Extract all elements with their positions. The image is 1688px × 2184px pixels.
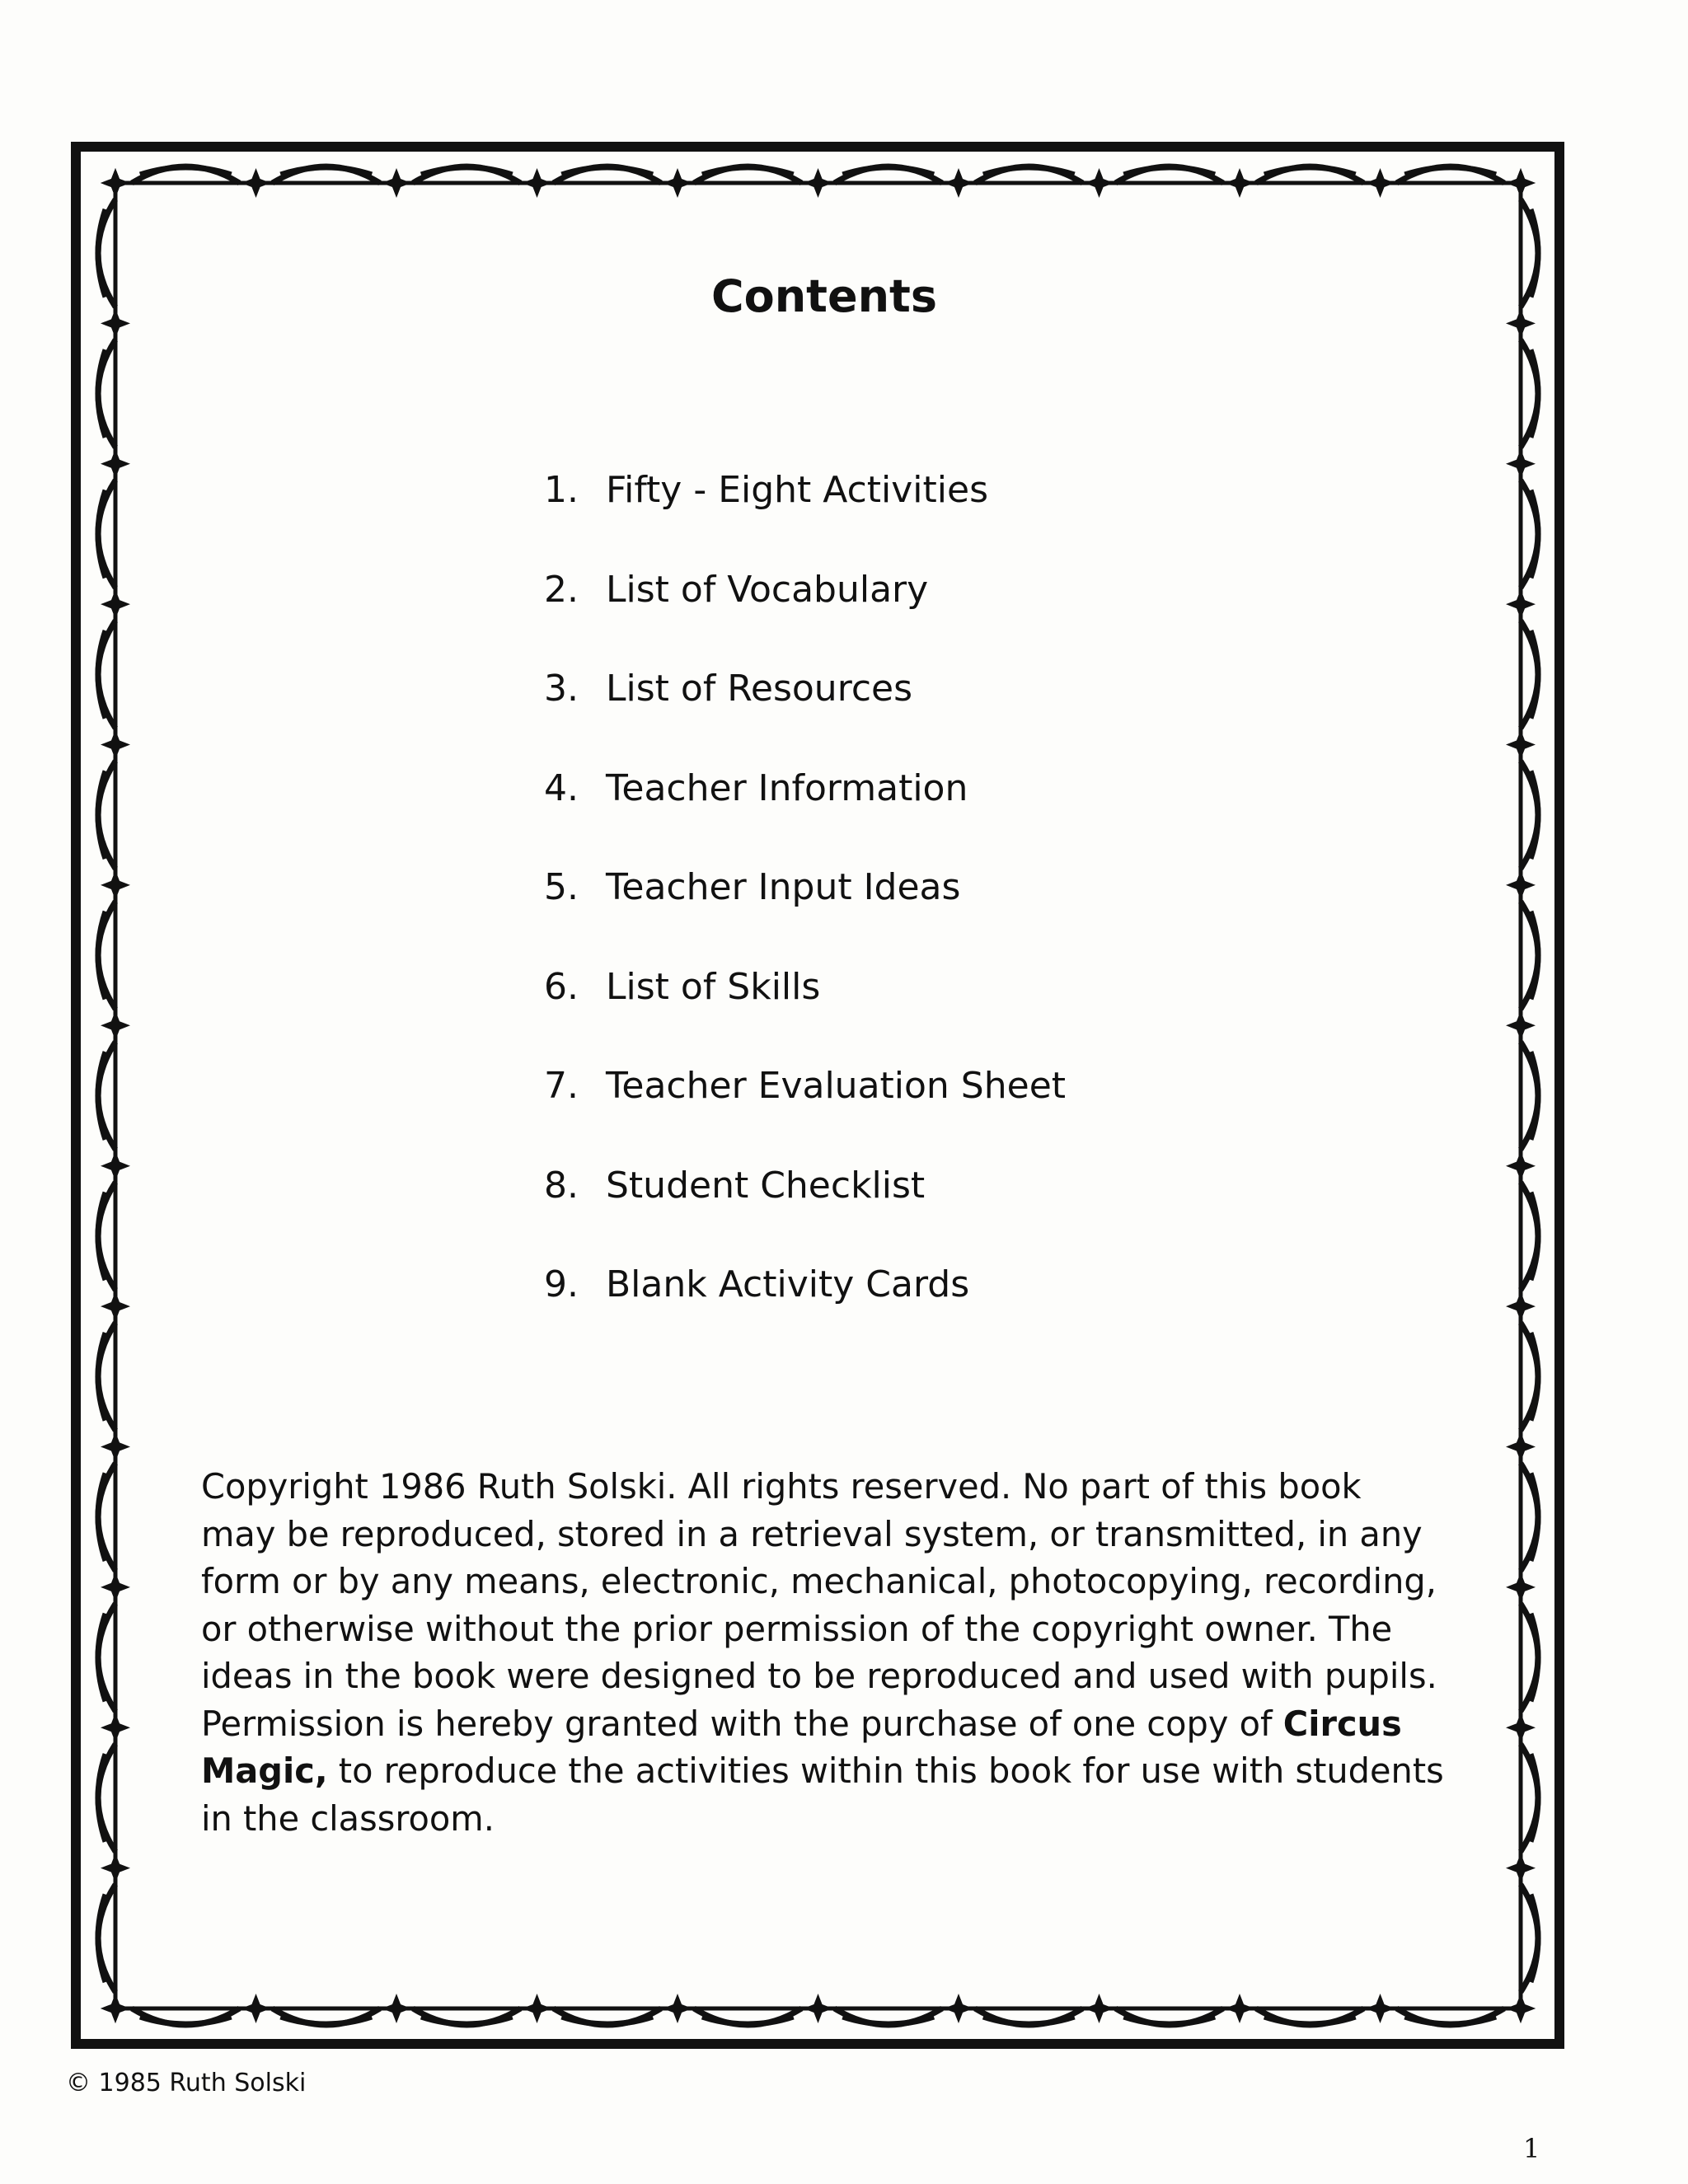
star-ornament — [101, 1994, 130, 2023]
scallop-ornament — [98, 490, 106, 578]
scallop-ornament — [1531, 349, 1538, 437]
item-label: Blank Activity Cards — [606, 1263, 970, 1305]
star-ornament — [101, 1151, 130, 1181]
star-ornament — [1506, 589, 1536, 619]
scallop-ornament — [98, 630, 106, 718]
scallop-ornament — [98, 1614, 106, 1701]
star-ornament — [241, 168, 271, 198]
star-ornament — [1506, 1572, 1536, 1602]
scallop-ornament — [983, 167, 1075, 175]
scallop-ornament — [98, 912, 106, 999]
scallop-ornament — [562, 167, 654, 175]
star-ornament — [804, 168, 833, 198]
scallop-ornament — [98, 349, 106, 437]
star-ornament — [1366, 168, 1395, 198]
star-ornament — [1225, 168, 1254, 198]
item-label: List of Vocabulary — [606, 568, 929, 611]
item-label: Teacher Evaluation Sheet — [606, 1065, 1067, 1107]
scallop-ornament — [1531, 1333, 1538, 1420]
star-ornament — [1506, 1713, 1536, 1742]
star-ornament — [1506, 1151, 1536, 1181]
scallop-ornament — [843, 167, 935, 175]
star-ornament — [523, 1994, 552, 2023]
scallop-ornament — [98, 1333, 106, 1420]
item-number: 7. — [544, 1065, 579, 1107]
star-ornament — [1506, 1854, 1536, 1883]
item-label: Teacher Information — [606, 766, 968, 809]
list-item — [544, 954, 1066, 1054]
item-number: 3. — [544, 668, 579, 710]
list-item — [544, 855, 1066, 954]
item-label: List of Skills — [606, 965, 821, 1008]
list-item — [544, 1252, 1066, 1352]
star-ornament — [523, 168, 552, 198]
scallop-ornament — [1531, 1052, 1538, 1139]
item-label: Teacher Input Ideas — [606, 866, 961, 908]
list-item — [544, 457, 1066, 557]
copyright-text-end: to reproduce the activities within this book for use with students in the classroom. — [201, 1750, 1444, 1839]
scallop-ornament — [281, 167, 373, 175]
scallop-ornament — [1124, 2017, 1216, 2024]
scallop-ornament — [1405, 167, 1497, 175]
scallop-ornament — [1405, 2017, 1497, 2024]
copyright-notice — [201, 1463, 1446, 1842]
star-ornament — [1506, 730, 1536, 760]
scallop-ornament — [1531, 490, 1538, 578]
scallop-ornament — [702, 2017, 794, 2024]
star-ornament — [101, 589, 130, 619]
star-ornament — [1366, 1994, 1395, 2023]
star-ornament — [1085, 1994, 1114, 2023]
scallop-ornament — [702, 167, 794, 175]
scallop-ornament — [1531, 1473, 1538, 1560]
star-ornament — [101, 1854, 130, 1883]
scallop-ornament — [98, 1895, 106, 1982]
scallop-ornament — [1531, 1895, 1538, 1982]
scallop-ornament — [140, 2017, 232, 2024]
list-item — [544, 557, 1066, 657]
star-ornament — [382, 168, 411, 198]
scallop-ornament — [98, 1754, 106, 1841]
scallop-ornament — [281, 2017, 373, 2024]
scallop-ornament — [562, 2017, 654, 2024]
scallop-ornament — [1531, 912, 1538, 999]
star-ornament — [804, 1994, 833, 2023]
star-ornament — [1506, 168, 1536, 198]
scallop-ornament — [98, 771, 106, 859]
star-ornament — [101, 168, 130, 198]
star-ornament — [1506, 1010, 1536, 1040]
star-ornament — [241, 1994, 271, 2023]
star-ornament — [101, 1572, 130, 1602]
star-ornament — [1506, 1291, 1536, 1321]
scallop-ornament — [98, 1193, 106, 1280]
star-ornament — [101, 1010, 130, 1040]
scallop-ornament — [98, 1473, 106, 1560]
page-number: 1 — [1523, 2133, 1540, 2164]
scallop-ornament — [421, 167, 513, 175]
copyright-text: Copyright 1986 Ruth Solski. All rights reserved. No part of this book may be reproduced, stored in a retrieval system, or transmitted, in any form or by any means, electronic, mechanical, photocopying, recording, or otherwise without the prior permission of the copyright owner. The ideas in the book were designed to be reproduced and used with pupils. Permission is hereby granted with the purchase of one copy of — [201, 1466, 1437, 1744]
star-ornament — [663, 1994, 692, 2023]
star-ornament — [1506, 870, 1536, 900]
item-label: List of Resources — [606, 668, 913, 710]
scallop-ornament — [1264, 2017, 1356, 2024]
star-ornament — [1085, 168, 1114, 198]
scallop-ornament — [1531, 630, 1538, 718]
star-ornament — [101, 1432, 130, 1461]
star-ornament — [101, 1291, 130, 1321]
star-ornament — [101, 1713, 130, 1742]
item-number: 1. — [544, 469, 579, 511]
item-number: 5. — [544, 866, 579, 908]
star-ornament — [1506, 1994, 1536, 2023]
star-ornament — [1506, 449, 1536, 479]
list-item — [544, 756, 1066, 855]
star-ornament — [944, 1994, 973, 2023]
star-ornament — [382, 1994, 411, 2023]
list-item — [544, 656, 1066, 756]
scallop-ornament — [98, 1052, 106, 1139]
footer-copyright: © 1985 Ruth Solski — [66, 2069, 307, 2097]
star-ornament — [1506, 1432, 1536, 1461]
item-number: 9. — [544, 1263, 579, 1305]
star-ornament — [101, 730, 130, 760]
scallop-ornament — [421, 2017, 513, 2024]
scallop-ornament — [1124, 167, 1216, 175]
star-ornament — [1225, 1994, 1254, 2023]
list-item — [544, 1053, 1066, 1153]
item-number: 6. — [544, 965, 579, 1008]
star-ornament — [101, 449, 130, 479]
item-label: Student Checklist — [606, 1164, 926, 1207]
contents-list — [544, 457, 1066, 1352]
scallop-ornament — [983, 2017, 1075, 2024]
scallop-ornament — [1264, 167, 1356, 175]
scallop-ornament — [1531, 1614, 1538, 1701]
book-title: Circus Magic, — [201, 1703, 1402, 1791]
page-title: Contents — [710, 270, 937, 322]
scallop-ornament — [843, 2017, 935, 2024]
scallop-ornament — [1531, 1193, 1538, 1280]
item-number: 8. — [544, 1164, 579, 1207]
item-label: Fifty - Eight Activities — [606, 469, 988, 511]
scallop-ornament — [1531, 1754, 1538, 1841]
item-number: 4. — [544, 766, 579, 809]
scallop-ornament — [1531, 771, 1538, 859]
scallop-ornament — [140, 167, 232, 175]
list-item — [544, 1153, 1066, 1253]
item-number: 2. — [544, 568, 579, 611]
star-ornament — [663, 168, 692, 198]
star-ornament — [101, 870, 130, 900]
star-ornament — [944, 168, 973, 198]
